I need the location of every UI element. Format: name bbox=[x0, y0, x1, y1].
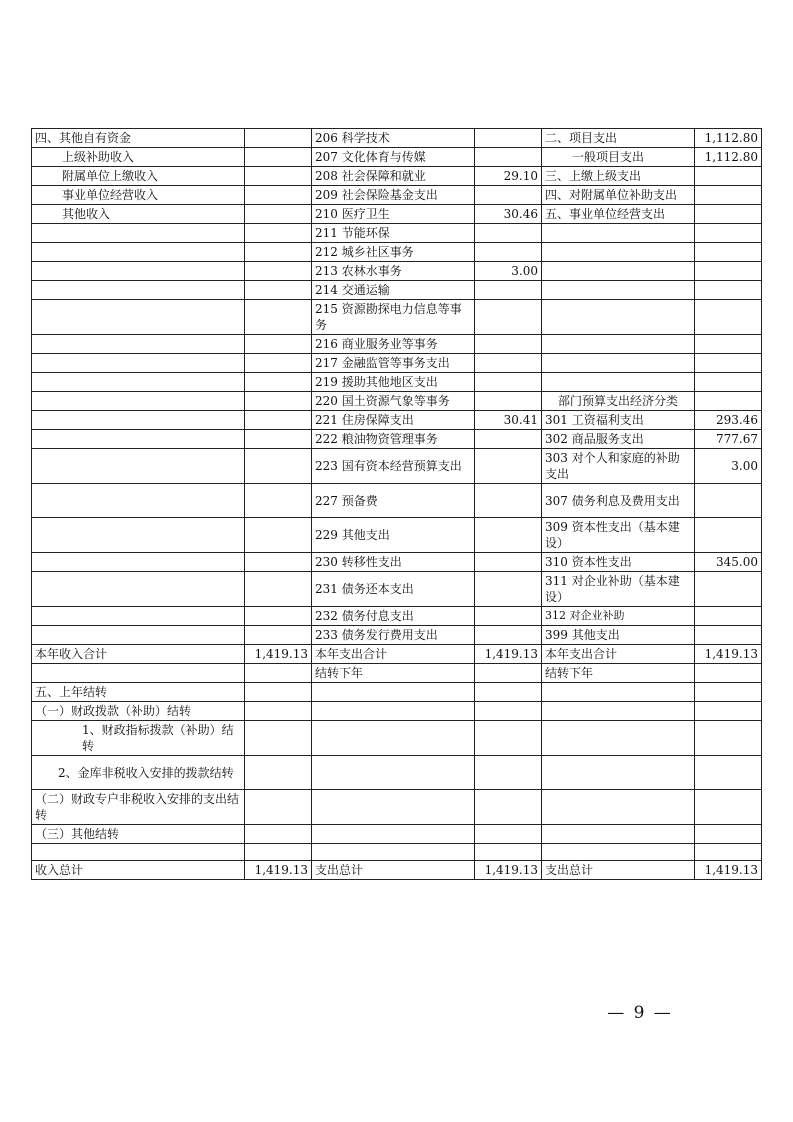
amount-cell-col2 bbox=[245, 790, 312, 825]
item-cell-col3: 232 债务付息支出 bbox=[312, 607, 475, 626]
table-row bbox=[32, 430, 762, 449]
amount-cell-col6: 777.67 bbox=[695, 430, 762, 449]
item-cell-col3: 233 债务发行费用支出 bbox=[312, 626, 475, 645]
amount-cell-col4 bbox=[475, 553, 542, 572]
amount-cell-col6 bbox=[695, 626, 762, 645]
amount-cell-col4: 29.10 bbox=[475, 167, 542, 186]
item-cell-col1 bbox=[32, 262, 245, 281]
amount-cell-col2 bbox=[245, 683, 312, 702]
amount-cell-col4 bbox=[475, 664, 542, 683]
item-cell-col3: 222 粮油物资管理事务 bbox=[312, 430, 475, 449]
item-cell-col3: 209 社会保险基金支出 bbox=[312, 186, 475, 205]
item-cell-col3 bbox=[312, 702, 475, 721]
item-cell-col5: 本年支出合计 bbox=[542, 645, 695, 664]
amount-cell-col6 bbox=[695, 664, 762, 683]
table-row bbox=[32, 411, 762, 430]
item-cell-col3: 229 其他支出 bbox=[312, 518, 475, 553]
table-row bbox=[32, 721, 762, 756]
table-row bbox=[32, 167, 762, 186]
item-cell-col1: 上级补助收入 bbox=[32, 148, 245, 167]
amount-cell-col2 bbox=[245, 224, 312, 243]
table-row bbox=[32, 281, 762, 300]
amount-cell-col6 bbox=[695, 262, 762, 281]
item-cell-col5: 301 工资福利支出 bbox=[542, 411, 695, 430]
item-cell-col3 bbox=[312, 756, 475, 790]
item-cell-col3: 227 预备费 bbox=[312, 484, 475, 518]
amount-cell-col2 bbox=[245, 626, 312, 645]
item-cell-col1: 五、上年结转 bbox=[32, 683, 245, 702]
amount-cell-col4 bbox=[475, 224, 542, 243]
item-cell-col1 bbox=[32, 572, 245, 607]
item-cell-col1: 四、其他自有资金 bbox=[32, 129, 245, 148]
amount-cell-col4 bbox=[475, 518, 542, 553]
amount-cell-col6 bbox=[695, 572, 762, 607]
amount-cell-col4: 1,419.13 bbox=[475, 645, 542, 664]
amount-cell-col2 bbox=[245, 167, 312, 186]
item-cell-col1 bbox=[32, 844, 245, 861]
amount-cell-col6 bbox=[695, 335, 762, 354]
item-cell-col5 bbox=[542, 335, 695, 354]
amount-cell-col4 bbox=[475, 373, 542, 392]
item-cell-col5: 一般项目支出 bbox=[542, 148, 695, 167]
amount-cell-col2 bbox=[245, 243, 312, 262]
amount-cell-col2 bbox=[245, 262, 312, 281]
amount-cell-col6 bbox=[695, 607, 762, 626]
table-row bbox=[32, 243, 762, 262]
amount-cell-col6 bbox=[695, 224, 762, 243]
amount-cell-col2 bbox=[245, 607, 312, 626]
item-cell-col1: 2、金库非税收入安排的拨款结转 bbox=[32, 756, 245, 790]
table-row bbox=[32, 392, 762, 411]
amount-cell-col6 bbox=[695, 373, 762, 392]
amount-cell-col6 bbox=[695, 756, 762, 790]
item-cell-col5 bbox=[542, 373, 695, 392]
table-row bbox=[32, 664, 762, 683]
amount-cell-col6 bbox=[695, 186, 762, 205]
item-cell-col5: 312 对企业补助 bbox=[542, 607, 695, 626]
item-cell-col5 bbox=[542, 683, 695, 702]
item-cell-col1 bbox=[32, 392, 245, 411]
item-cell-col5: 五、事业单位经营支出 bbox=[542, 205, 695, 224]
item-cell-col1 bbox=[32, 430, 245, 449]
item-cell-col3 bbox=[312, 825, 475, 844]
item-cell-col5 bbox=[542, 281, 695, 300]
item-cell-col5 bbox=[542, 262, 695, 281]
item-cell-col5 bbox=[542, 844, 695, 861]
amount-cell-col4 bbox=[475, 243, 542, 262]
item-cell-col3 bbox=[312, 790, 475, 825]
table-row bbox=[32, 224, 762, 243]
item-cell-col5 bbox=[542, 721, 695, 756]
amount-cell-col6 bbox=[695, 790, 762, 825]
item-cell-col1 bbox=[32, 224, 245, 243]
item-cell-col1: 1、财政指标拨款（补助）结转 bbox=[32, 721, 245, 756]
amount-cell-col6 bbox=[695, 825, 762, 844]
item-cell-col3: 220 国土资源气象等事务 bbox=[312, 392, 475, 411]
amount-cell-col4 bbox=[475, 449, 542, 484]
amount-cell-col4 bbox=[475, 756, 542, 790]
amount-cell-col4 bbox=[475, 825, 542, 844]
amount-cell-col4 bbox=[475, 186, 542, 205]
item-cell-col1: 事业单位经营收入 bbox=[32, 186, 245, 205]
amount-cell-col6 bbox=[695, 281, 762, 300]
item-cell-col1 bbox=[32, 281, 245, 300]
amount-cell-col2 bbox=[245, 664, 312, 683]
item-cell-col3: 本年支出合计 bbox=[312, 645, 475, 664]
amount-cell-col4 bbox=[475, 335, 542, 354]
table-row bbox=[32, 262, 762, 281]
amount-cell-col6 bbox=[695, 243, 762, 262]
amount-cell-col4 bbox=[475, 148, 542, 167]
budget-table-section bbox=[31, 128, 761, 880]
amount-cell-col6: 293.46 bbox=[695, 411, 762, 430]
item-cell-col3: 208 社会保障和就业 bbox=[312, 167, 475, 186]
table-row bbox=[32, 572, 762, 607]
amount-cell-col2 bbox=[245, 553, 312, 572]
item-cell-col3: 219 援助其他地区支出 bbox=[312, 373, 475, 392]
amount-cell-col4 bbox=[475, 430, 542, 449]
table-row bbox=[32, 205, 762, 224]
item-cell-col3: 支出总计 bbox=[312, 861, 475, 880]
item-cell-col1 bbox=[32, 335, 245, 354]
amount-cell-col2: 1,419.13 bbox=[245, 645, 312, 664]
amount-cell-col2 bbox=[245, 281, 312, 300]
item-cell-col3: 214 交通运输 bbox=[312, 281, 475, 300]
item-cell-col3: 221 住房保障支出 bbox=[312, 411, 475, 430]
amount-cell-col4 bbox=[475, 484, 542, 518]
item-cell-col5: 399 其他支出 bbox=[542, 626, 695, 645]
item-cell-col5: 309 资本性支出（基本建设） bbox=[542, 518, 695, 553]
item-cell-col1 bbox=[32, 626, 245, 645]
item-cell-col3: 206 科学技术 bbox=[312, 129, 475, 148]
table-row bbox=[32, 645, 762, 664]
amount-cell-col2 bbox=[245, 354, 312, 373]
item-cell-col1 bbox=[32, 553, 245, 572]
amount-cell-col2 bbox=[245, 205, 312, 224]
amount-cell-col2 bbox=[245, 721, 312, 756]
table-row bbox=[32, 756, 762, 790]
item-cell-col1 bbox=[32, 411, 245, 430]
table-row bbox=[32, 702, 762, 721]
amount-cell-col4 bbox=[475, 702, 542, 721]
table-row bbox=[32, 683, 762, 702]
table-row bbox=[32, 373, 762, 392]
item-cell-col5: 二、项目支出 bbox=[542, 129, 695, 148]
amount-cell-col4 bbox=[475, 129, 542, 148]
item-cell-col3: 211 节能环保 bbox=[312, 224, 475, 243]
amount-cell-col2 bbox=[245, 756, 312, 790]
amount-cell-col2 bbox=[245, 518, 312, 553]
item-cell-col1 bbox=[32, 300, 245, 335]
table-row bbox=[32, 148, 762, 167]
item-cell-col5 bbox=[542, 243, 695, 262]
table-row bbox=[32, 335, 762, 354]
amount-cell-col2 bbox=[245, 129, 312, 148]
amount-cell-col6: 1,419.13 bbox=[695, 645, 762, 664]
amount-cell-col4 bbox=[475, 790, 542, 825]
amount-cell-col2 bbox=[245, 702, 312, 721]
amount-cell-col4: 30.46 bbox=[475, 205, 542, 224]
item-cell-col5: 四、对附属单位补助支出 bbox=[542, 186, 695, 205]
amount-cell-col2 bbox=[245, 430, 312, 449]
amount-cell-col6 bbox=[695, 518, 762, 553]
amount-cell-col4 bbox=[475, 300, 542, 335]
item-cell-col1: 收入总计 bbox=[32, 861, 245, 880]
amount-cell-col6 bbox=[695, 392, 762, 411]
item-cell-col5 bbox=[542, 790, 695, 825]
amount-cell-col2 bbox=[245, 484, 312, 518]
amount-cell-col2 bbox=[245, 148, 312, 167]
item-cell-col3 bbox=[312, 844, 475, 861]
item-cell-col3: 212 城乡社区事务 bbox=[312, 243, 475, 262]
table-row bbox=[32, 861, 762, 880]
table-row bbox=[32, 129, 762, 148]
table-row bbox=[32, 484, 762, 518]
amount-cell-col6: 1,112.80 bbox=[695, 129, 762, 148]
item-cell-col3 bbox=[312, 721, 475, 756]
item-cell-col3: 结转下年 bbox=[312, 664, 475, 683]
table-row bbox=[32, 449, 762, 484]
item-cell-col5: 302 商品服务支出 bbox=[542, 430, 695, 449]
item-cell-col1: 附属单位上缴收入 bbox=[32, 167, 245, 186]
amount-cell-col2 bbox=[245, 335, 312, 354]
amount-cell-col2 bbox=[245, 572, 312, 607]
amount-cell-col2 bbox=[245, 449, 312, 484]
amount-cell-col2 bbox=[245, 844, 312, 861]
amount-cell-col4: 30.41 bbox=[475, 411, 542, 430]
amount-cell-col2: 1,419.13 bbox=[245, 861, 312, 880]
amount-cell-col6 bbox=[695, 721, 762, 756]
amount-cell-col4: 3.00 bbox=[475, 262, 542, 281]
amount-cell-col4 bbox=[475, 607, 542, 626]
item-cell-col3 bbox=[312, 683, 475, 702]
table-row bbox=[32, 626, 762, 645]
amount-cell-col4 bbox=[475, 626, 542, 645]
amount-cell-col4 bbox=[475, 572, 542, 607]
item-cell-col5: 三、上缴上级支出 bbox=[542, 167, 695, 186]
item-cell-col1 bbox=[32, 243, 245, 262]
item-cell-col1 bbox=[32, 664, 245, 683]
item-cell-col5: 303 对个人和家庭的补助支出 bbox=[542, 449, 695, 484]
amount-cell-col6: 345.00 bbox=[695, 553, 762, 572]
item-cell-col5 bbox=[542, 300, 695, 335]
amount-cell-col6 bbox=[695, 300, 762, 335]
table-row bbox=[32, 186, 762, 205]
table-row bbox=[32, 300, 762, 335]
amount-cell-col4 bbox=[475, 281, 542, 300]
amount-cell-col6 bbox=[695, 844, 762, 861]
item-cell-col5: 支出总计 bbox=[542, 861, 695, 880]
table-row bbox=[32, 790, 762, 825]
amount-cell-col6: 1,419.13 bbox=[695, 861, 762, 880]
amount-cell-col4 bbox=[475, 392, 542, 411]
item-cell-col3: 210 医疗卫生 bbox=[312, 205, 475, 224]
amount-cell-col6 bbox=[695, 354, 762, 373]
amount-cell-col2 bbox=[245, 186, 312, 205]
table-row bbox=[32, 825, 762, 844]
item-cell-col1: 其他收入 bbox=[32, 205, 245, 224]
item-cell-col1: （三）其他结转 bbox=[32, 825, 245, 844]
item-cell-col1 bbox=[32, 484, 245, 518]
amount-cell-col6: 3.00 bbox=[695, 449, 762, 484]
item-cell-col5: 结转下年 bbox=[542, 664, 695, 683]
item-cell-col5 bbox=[542, 224, 695, 243]
table-row bbox=[32, 518, 762, 553]
item-cell-col3: 215 资源勘探电力信息等事务 bbox=[312, 300, 475, 335]
item-cell-col1 bbox=[32, 373, 245, 392]
item-cell-col1 bbox=[32, 449, 245, 484]
amount-cell-col4 bbox=[475, 844, 542, 861]
table-row bbox=[32, 354, 762, 373]
amount-cell-col2 bbox=[245, 392, 312, 411]
table-row bbox=[32, 607, 762, 626]
item-cell-col1 bbox=[32, 354, 245, 373]
item-cell-col3: 223 国有资本经营预算支出 bbox=[312, 449, 475, 484]
amount-cell-col2 bbox=[245, 825, 312, 844]
item-cell-col1: （二）财政专户非税收入安排的支出结转 bbox=[32, 790, 245, 825]
amount-cell-col2 bbox=[245, 373, 312, 392]
table-row bbox=[32, 553, 762, 572]
item-cell-col5: 310 资本性支出 bbox=[542, 553, 695, 572]
item-cell-col5: 311 对企业补助（基本建设） bbox=[542, 572, 695, 607]
item-cell-col1 bbox=[32, 607, 245, 626]
amount-cell-col2 bbox=[245, 411, 312, 430]
item-cell-col3: 216 商业服务业等事务 bbox=[312, 335, 475, 354]
item-cell-col5: 307 债务利息及费用支出 bbox=[542, 484, 695, 518]
amount-cell-col6: 1,112.80 bbox=[695, 148, 762, 167]
item-cell-col5 bbox=[542, 354, 695, 373]
item-cell-col5: 部门预算支出经济分类 bbox=[542, 392, 695, 411]
item-cell-col3: 213 农林水事务 bbox=[312, 262, 475, 281]
item-cell-col1: 本年收入合计 bbox=[32, 645, 245, 664]
item-cell-col3: 207 文化体育与传媒 bbox=[312, 148, 475, 167]
amount-cell-col6 bbox=[695, 167, 762, 186]
item-cell-col1: （一）财政拨款（补助）结转 bbox=[32, 702, 245, 721]
item-cell-col3: 230 转移性支出 bbox=[312, 553, 475, 572]
amount-cell-col6 bbox=[695, 205, 762, 224]
item-cell-col3: 231 债务还本支出 bbox=[312, 572, 475, 607]
page-number: — 9 — bbox=[607, 1003, 673, 1023]
amount-cell-col6 bbox=[695, 683, 762, 702]
amount-cell-col2 bbox=[245, 300, 312, 335]
amount-cell-col6 bbox=[695, 484, 762, 518]
amount-cell-col4: 1,419.13 bbox=[475, 861, 542, 880]
item-cell-col3: 217 金融监管等事务支出 bbox=[312, 354, 475, 373]
amount-cell-col4 bbox=[475, 683, 542, 702]
item-cell-col1 bbox=[32, 518, 245, 553]
amount-cell-col6 bbox=[695, 702, 762, 721]
table-row bbox=[32, 844, 762, 861]
item-cell-col5 bbox=[542, 825, 695, 844]
amount-cell-col4 bbox=[475, 721, 542, 756]
amount-cell-col4 bbox=[475, 354, 542, 373]
budget-summary-table bbox=[31, 128, 762, 880]
item-cell-col5 bbox=[542, 702, 695, 721]
item-cell-col5 bbox=[542, 756, 695, 790]
